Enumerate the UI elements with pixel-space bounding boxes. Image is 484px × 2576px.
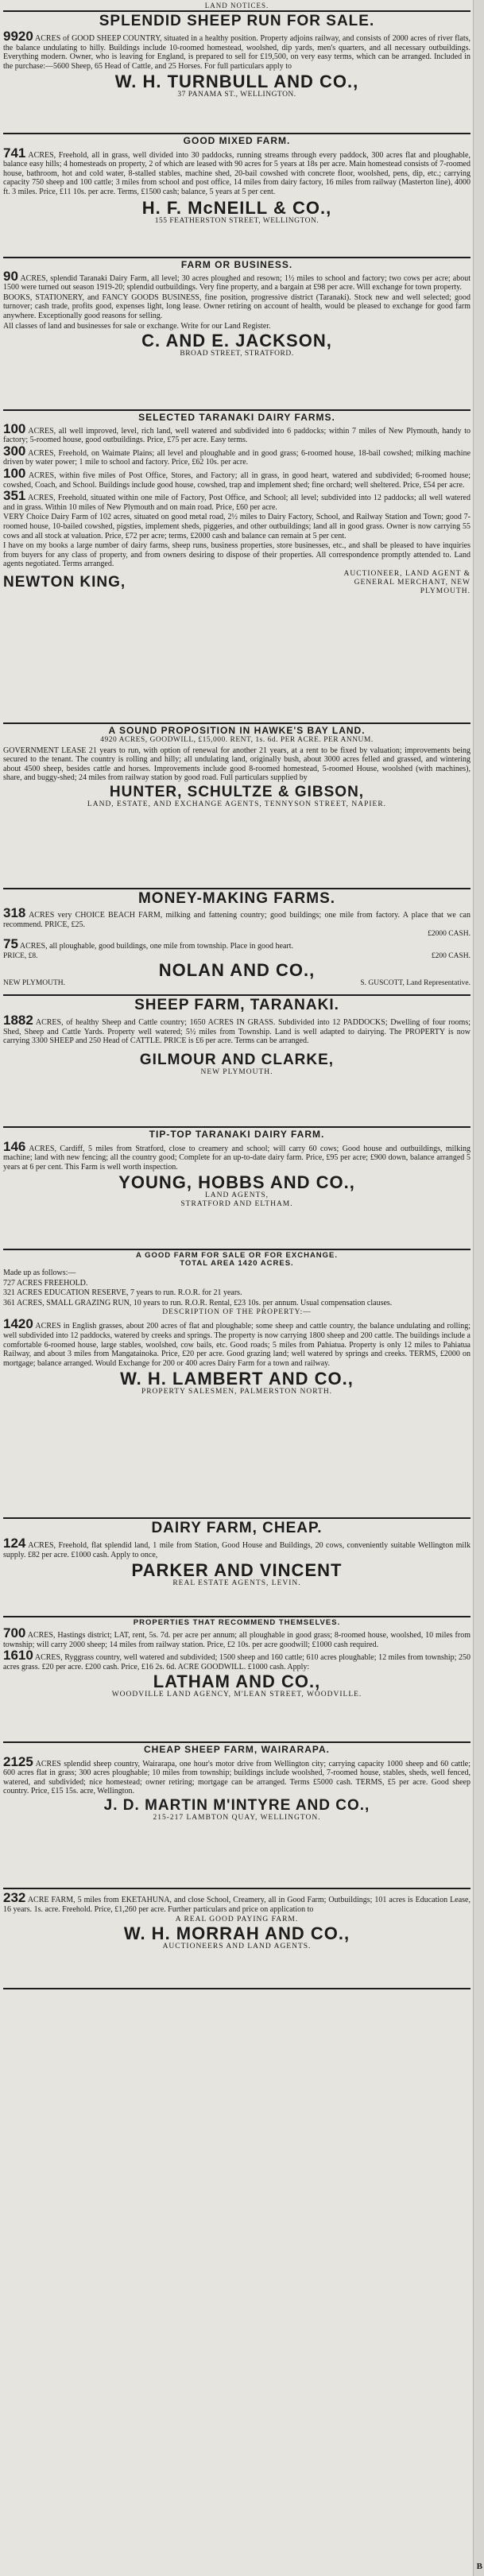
ad-text: ACRES, Freehold, flat splendid land, 1 mile from Station, Good House and Buildings, 20 cows, conveniently suitable Wellington milk supply. £82 per acre. £1000 cash. Apply to once,	[3, 1540, 470, 1559]
acreage-number: 9920	[3, 28, 33, 44]
agent-address: 37 PANAMA ST., WELLINGTON.	[177, 91, 296, 99]
acreage-number: 741	[3, 145, 26, 161]
ad-mixed-farm	[3, 136, 470, 255]
agent-address: WOODVILLE LAND AGENCY, M'LEAN STREET, WOODVILLE.	[111, 1691, 362, 1699]
rule	[3, 722, 470, 724]
ad-taranaki-dairy-farms	[3, 413, 470, 721]
ad-heading: GOOD MIXED FARM.	[183, 136, 291, 146]
price-label: PRICE, £8.	[3, 951, 38, 960]
rule	[3, 1126, 470, 1128]
ad-body	[3, 1753, 470, 1796]
ad-subhead: 4920 ACRES, GOODWILL, £15,000. RENT, 1s. 6d. PER ACRE. PER ANNUM.	[100, 735, 374, 744]
agent-name: W. H. MORRAH AND CO.,	[123, 1923, 350, 1944]
agent-name: LATHAM AND CO.,	[153, 1671, 321, 1692]
ad-body: GOVERNMENT LEASE 21 years to run, with option of renewal for another 21 years, at a rent to be fixed by valuation; improvements being secured to the tenant. The country is rolling and hilly; all undulating land, originally bush, about 3000 acres felled and grassed, and wintering about 4500 sheep, besides cattle and horses. Improvements include good 8-roomed homestead, 5-roomed House, woolshed (with machines), share, and buggy-shed; 24 miles from railway station by good road. Full particulars supplied by	[3, 746, 470, 783]
ad-text: ACRES splendid sheep country, Wairarapa, one hour's motor drive from Wellington city; carrying capacity 1000 sheep and 60 cattle; 600 acres flat in grass; 300 acres ploughable; 10 miles from township; buildings include woolshed, 7-roomed house, stables, sheds, well fenced, watered, and subdivided; nice homestead; owner retiring; mortgage can be arranged. Terms £5000 cash. TERMS, £5 per acre. Good sheep country. Price, £15 15s. acre, Wellington.	[3, 1759, 470, 1796]
ad-heading: SELECTED TARANAKI DAIRY FARMS.	[138, 413, 335, 423]
price: £200 CASH.	[431, 951, 470, 960]
acreage-number: 1420	[3, 1316, 33, 1332]
acreage-number: 146	[3, 1138, 26, 1154]
ad-body	[3, 1535, 470, 1559]
ad-body	[3, 1316, 470, 1368]
ad-heading: SPLENDID SHEEP RUN FOR SALE.	[99, 14, 375, 29]
ad-eketahuna-farm	[3, 1891, 470, 1986]
ad-body	[3, 1892, 470, 1914]
ad-heading: MONEY-MAKING FARMS.	[137, 891, 336, 907]
ad-heading: FARM OR BUSINESS.	[180, 260, 293, 270]
ad-text: ACRES, Freehold, on Waimate Plains; all level and ploughable and in good grass; 6-roomed house, 18-bail cowshed; milking machine driven by water power; 1 mile to school and factory. Price, £62 10s. per acre.	[3, 448, 470, 467]
ad-sheep-farm-taranaki	[3, 997, 470, 1125]
acreage-number: 1610	[3, 1648, 33, 1664]
ad-subhead: TOTAL AREA 1420 ACRES.	[180, 1258, 294, 1268]
ad-farm-sale-or-exchange	[3, 1252, 470, 1516]
column-letter: B	[476, 2562, 482, 2571]
ad-hawkes-bay	[3, 726, 470, 886]
rule	[3, 994, 470, 996]
agent-name: W. H. TURNBULL AND CO.,	[114, 72, 359, 92]
agent-name: NOLAN AND CO.,	[158, 959, 316, 980]
rule	[3, 1888, 470, 1889]
agent-name: HUNTER, SCHULTZE & GIBSON,	[109, 783, 365, 800]
rule	[3, 888, 470, 889]
lot: 361 ACRES, SMALL GRAZING RUN, 10 years to run. R.O.R. Rental, £23 10s. per annum. Usual compensation clauses.	[3, 1298, 393, 1307]
agent-address: REAL ESTATE AGENTS, LEVIN.	[172, 1579, 301, 1588]
lot	[3, 1625, 470, 1649]
ad-body	[3, 1012, 470, 1046]
ad-text: ACRES, all well improved, level, rich land, well watered and subdivided into 6 paddocks; within 7 miles of New Plymouth, handy to factory; 5-roomed house, good outbuildings. Price, £75 per acre. Easy terms.	[3, 426, 470, 445]
agent-name: C. AND E. JACKSON,	[141, 331, 332, 351]
agent-name: NEWTON KING,	[3, 574, 126, 591]
ad-sheep-run	[3, 14, 470, 131]
ad-heading: SHEEP FARM, TARANAKI.	[134, 997, 339, 1013]
lot	[3, 936, 470, 952]
lot: I have on my books a large number of dairy farms, sheep runs, business properties, store businesses, etc., and shall be pleased to have inquiries from buyers for any class of property, and from owners desiring to dispose of their properties. All correspondence promptly attended to. Land agents negotiated. Terms arranged.	[3, 541, 470, 569]
agent-name: YOUNG, HOBBS AND CO.,	[118, 1172, 355, 1193]
ad-text: ACRES, Freehold, situated within one mile of Factory, Post Office, and School; all level; subdivided into 12 paddocks; all well watered and in grass. Within 10 miles of New Plymouth and on main road. Price, £60 per acre.	[3, 494, 470, 512]
rule	[3, 409, 470, 411]
agent-name: J. D. MARTIN M'INTYRE AND CO.,	[103, 1796, 370, 1814]
acreage-number: 100	[3, 465, 26, 481]
rule	[3, 1988, 470, 1989]
ad-dairy-farm-cheap	[3, 1520, 470, 1614]
ad-body	[3, 145, 470, 197]
lot	[3, 905, 470, 929]
lot	[3, 420, 470, 445]
acreage-number: 318	[3, 905, 26, 920]
lot: 321 ACRES EDUCATION RESERVE, 7 years to run. R.O.R. for 21 years.	[3, 1288, 242, 1298]
lot: All classes of land and businesses for sale or exchange. Write for our Land Register.	[3, 321, 271, 331]
acreage-number: 124	[3, 1535, 26, 1551]
ad-heading: CHEAP SHEEP FARM, WAIRARAPA.	[143, 1745, 331, 1755]
agent-address: AUCTIONEERS AND LAND AGENTS.	[162, 1943, 312, 1951]
page-edge-strip	[473, 0, 484, 2576]
ad-tagline: A REAL GOOD PAYING FARM.	[175, 1916, 299, 1924]
ad-tip-top-dairy-farm	[3, 1129, 470, 1247]
rule	[3, 133, 470, 134]
ad-properties-recommend	[3, 1619, 470, 1740]
ad-text: ACRES very CHOICE BEACH FARM, milking and fattening country; good buildings; one mile from factory. A place that we can recommend. PRICE, £25.	[3, 910, 470, 929]
ad-subhead: DESCRIPTION OF THE PROPERTY:—	[162, 1308, 312, 1317]
acreage-number: 351	[3, 488, 26, 504]
price: £2000 CASH.	[428, 930, 470, 939]
acreage-number: 1882	[3, 1012, 33, 1028]
agent-line	[3, 979, 470, 988]
acreage-number: 300	[3, 443, 26, 459]
agent-address: LAND, ESTATE, AND EXCHANGE AGENTS, TENNYSON STREET, NAPIER.	[87, 800, 387, 808]
ad-heading: A GOOD FARM FOR SALE OR FOR EXCHANGE.	[135, 1252, 339, 1260]
ad-text: ACRES, Hastings district; LAT, rent, 5s. 7d. per acre per annum; all ploughable in good grass; 8-roomed house, woolshed, 10 miles from township; will carry 2000 sheep; 14 miles from railway station. Price, £2 10s. per acre goodwill; £1000 cash required.	[3, 1630, 470, 1649]
lot	[3, 490, 470, 512]
acreage-number: 700	[3, 1625, 26, 1641]
ad-text: ACRES, Freehold, all in grass, well divided into 30 paddocks, running streams through every paddock, 300 acres flat and ploughable, balance easy hills; 4 homesteads on property, 2 of which are leased with 90 acres for 5 years at 18s per acre. Main homestead consists of 7-roomed house, bathroom, hot and cold water, 8-stalled stables, machine shed, 20-bail cowshed with concrete floor, woolshed, pens, dip, etc.; carrying capacity 750 sheep and 100 cattle; 3 miles from school and post office, 14 miles from dairy factory, 16 miles from railway (Masterton line), 4000 ft. 3 miles. Price, £11 10s. per acre. Terms, £1500 cash; balance, 5 years at 5 per cent.	[3, 150, 470, 196]
agent-sub: LAND AGENTS,	[204, 1191, 269, 1200]
ad-heading: DAIRY FARM, CHEAP.	[151, 1520, 323, 1536]
acreage-number: 75	[3, 936, 18, 952]
ad-heading: A SOUND PROPOSITION IN HAWKE'S BAY LAND.	[108, 726, 366, 736]
ad-cheap-sheep-farm	[3, 1745, 470, 1886]
ad-text: ACRES, Ryggrass country, well watered and subdivided; 1500 sheep and 160 cattle; 610 acres ploughable; 12 miles from township; 250 acres grass. £20 per acre. £200 cash. Price, £16 2s. 6d. ACRE GOODWILL. £1000 cash. Apply:	[3, 1653, 470, 1671]
acreage-number: 90	[3, 268, 18, 284]
agent-address: 155 FEATHERSTON STREET, WELLINGTON.	[154, 216, 319, 225]
running-head: LAND NOTICES.	[204, 2, 269, 10]
rule	[3, 257, 470, 258]
agent-address: AUCTIONEER, LAND AGENT & GENERAL MERCHANT, NEW PLYMOUTH.	[343, 569, 470, 595]
acreage-number: 100	[3, 420, 26, 436]
ad-body	[3, 1138, 470, 1172]
agent-address: STRATFORD AND ELTHAM.	[180, 1200, 293, 1209]
ad-text: ACRES of GOOD SHEEP COUNTRY, situated in a healthy position. Property adjoins railway, and consists of 2000 acres of river flats, the balance undulating to hilly. Buildings include 10-roomed homestead, woolshed, dip yards, men's quarters, and all necessary outbuildings. Everything modern. Owner, who is leaving for England, is prepared to sell for £19,500, on very easy terms, which can be arranged. Included in the purchase:—5600 Sheep, 65 Head of Cattle, and 25 Horses. For full particulars apply to	[3, 33, 470, 71]
agent-address: NEW PLYMOUTH.	[3, 978, 66, 987]
rule	[3, 10, 470, 12]
lot: 727 ACRES FREEHOLD.	[3, 1278, 88, 1288]
agent-address: BROAD STREET, STRATFORD.	[180, 350, 294, 358]
ad-body	[3, 28, 470, 71]
agent-name: H. F. McNEILL & CO.,	[141, 197, 332, 218]
lot: Made up as follows:—	[3, 1268, 76, 1277]
lot	[3, 443, 470, 467]
ad-text: ACRES, of healthy Sheep and Cattle country; 1650 ACRES IN GRASS. Subdivided into 12 PADDOCKS; Dwelling of four rooms; Shed, Sheep and Cattle Yards. Property well watered; 5½ miles from Township. Land is well adapted to dairying. The PROPERTY is now carrying 3300 SHEEP and 250 Head of CATTLE. PRICE is £6 per acre. Terms can be arranged.	[3, 1017, 470, 1046]
ad-farm-or-business	[3, 260, 470, 408]
ad-text: ACRES, all ploughable, good buildings, one mile from township. Place in good heart.	[19, 942, 294, 951]
ad-heading: PROPERTIES THAT RECOMMEND THEMSELVES.	[133, 1619, 341, 1627]
lot: BOOKS, STATIONERY, and FANCY GOODS BUSINESS, fine position, progressive district (Taranaki). Stock new and well selected; good turnover; cash trade, profits good, expenses light, long lease. Owner retiring on account of health, would be pleased to exchange for good farm anywhere. Exceptionally good reasons for selling.	[3, 292, 470, 320]
lot: VERY Choice Dairy Farm of 102 acres, situated on good metal road, 2½ miles to Dairy Factory, School, and Railway Station and Town; good 7-roomed house, 10-bailed cowshed, pigsties, implement sheds, piggeries, and other outbuildings; land all in good grass. Owner is now carrying 55 cows and all stock at valuation. Price, £72 per acre; terms, £2000 cash and balance can remain at 5 per cent.	[3, 513, 470, 540]
ad-money-making-farms	[3, 891, 470, 993]
ad-text: ACRES, splendid Taranaki Dairy Farm, all level; 30 acres ploughed and resown; 1½ miles to school and factory; two cows per acre; about 1500 were turned out season 1919-20; splendid outbuildings. Very fine property, and a bargain at £98 per acre. Will exchange for town property.	[3, 273, 470, 292]
lot	[3, 465, 470, 490]
agent-address: NEW PLYMOUTH.	[200, 1067, 273, 1076]
agent-address: PROPERTY SALESMEN, PALMERSTON NORTH.	[141, 1388, 333, 1396]
ad-text: ACRES, Cardiff, 5 miles from Stratford, close to creamery and school; will carry 60 cows; Good house and outbuildings, milking machine; land with new fencing; all the country good; Complete for an up-to-date dairy farm. Price, £95 per acre; £900 down, balance arranged 5 years at 6 per cent. This Farm is well worth inspection.	[3, 1144, 470, 1172]
lot	[3, 1650, 470, 1671]
rule	[3, 1517, 470, 1519]
agent-name: PARKER AND VINCENT	[131, 1560, 343, 1581]
rule	[3, 1249, 470, 1250]
ad-text: ACRES in English grasses, about 200 acres of flat and ploughable; some sheep and cattle country, the balance undulating and rolling; well subdivided into 12 paddocks, watered by creeks and springs. The property is now carrying 1800 sheep and 200 cattle. The buildings include a comfortable 6-roomed house, large stables, woolshed, cow bails, etc. Good roads; 5 miles from Pahiatua. Property is only 12 miles to Pahiatua Railway, and about 3 miles from Mangatainoka. Price, £20 per acre. Good grazing land; well watered by springs and creeks. TERMS, £2000 on mortgage; balance arranged. Would Exchange for 200 or 400 acres Dairy Farm for a town and railway.	[3, 1322, 470, 1368]
acreage-number: 232	[3, 1891, 26, 1905]
agent-line	[3, 570, 470, 596]
agent-rep: S. GUSCOTT, Land Representative.	[360, 978, 470, 987]
agent-name: GILMOUR AND CLARKE,	[139, 1051, 335, 1068]
ad-text: ACRE FARM, 5 miles from EKETAHUNA, and close School, Creamery, all in Good Farm; Outbuildings; 101 acres is Education Lease, 16 years. 1s. acre. Freehold. Price, £1,260 per acre. Further particulars and price on application to	[3, 1896, 470, 1914]
ad-text: ACRES, within five miles of Post Office, Stores, and Factory; all in grass, in good heart, watered and subdivided; 6-roomed house; cowshed, Coach, and School. Buildings include good house, cowshed, trap and implement shed; fine orchard; well sheltered. Price, £54 per acre.	[3, 471, 470, 490]
rule	[3, 1741, 470, 1743]
agent-name: W. H. LAMBERT AND CO.,	[120, 1369, 354, 1389]
agent-address: 215-217 LAMBTON QUAY, WELLINGTON.	[153, 1813, 321, 1822]
ad-heading: TIP-TOP TARANAKI DAIRY FARM.	[149, 1129, 325, 1140]
acreage-number: 2125	[3, 1753, 33, 1769]
rule	[3, 1616, 470, 1617]
lot	[3, 268, 470, 292]
